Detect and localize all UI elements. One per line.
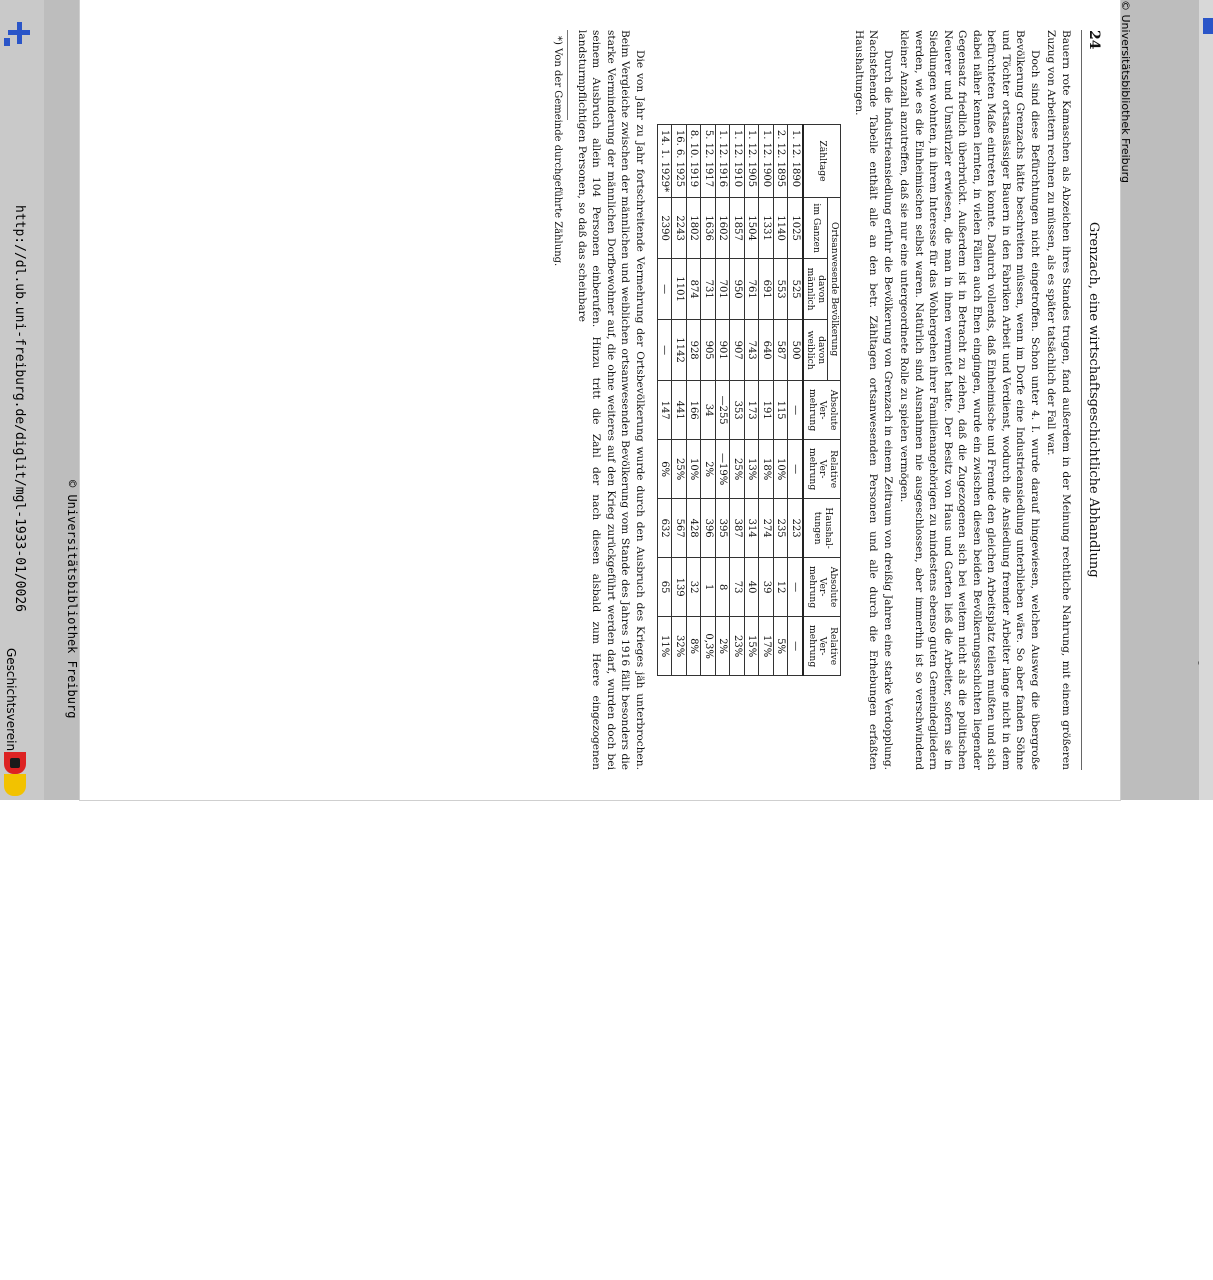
cell: 1025 — [788, 198, 803, 259]
header-rel-vermehrung: Relative Ver-mehrung — [803, 440, 841, 499]
cell: 1331 — [759, 198, 774, 259]
paragraph-after-table: Die von Jahr zu Jahr fortschreitende Vermehrung der Ortsbevölkerung wurde durch den Ausbruch des Krieges jäh unterbrochen. Beim Vergleiche zwischen der männlichen und weiblichen ortsanwesenden Bevölkerung vom Stande des Jahres 1916 fällt besonders die starke Verminderung der männlichen Dorfbewohner auf, die ohne weiteres auf den Krieg zurückgeführt werden darf, wurden doch bei seinem Ausbruch allein 104 Personen einberufen. Hinzu tritt die Zahl der nach diesen alsbald zum Heere eingezogenen landsturmpflichtigen Personen, so daß das scheinbare — [575, 30, 646, 770]
cell: 701 — [715, 259, 730, 320]
cell: 428 — [686, 499, 701, 558]
footnote: *) Von der Gemeinde durchgeführte Zählung. — [552, 36, 564, 267]
header-rel-vermehrung-2: Relative Ver-mehrung — [803, 617, 841, 676]
cell: 1504 — [744, 198, 759, 259]
cell: 139 — [672, 558, 687, 617]
cell: 65 — [657, 558, 672, 617]
cell: 8 — [715, 558, 730, 617]
cell: 353 — [730, 381, 745, 440]
cell: 2% — [701, 440, 716, 499]
cell: 395 — [715, 499, 730, 558]
cell-date: 5. 12. 1917 — [701, 124, 716, 197]
header-zaehltage: Zähltage — [803, 124, 841, 197]
cell: 761 — [744, 259, 759, 320]
cell: — — [657, 259, 672, 320]
cell: 10% — [773, 440, 788, 499]
cell: 15% — [744, 617, 759, 676]
cell: 166 — [686, 381, 701, 440]
table-row — [759, 124, 774, 675]
header-abs-vermehrung: Absolute Ver-mehrung — [803, 381, 841, 440]
cell: — — [788, 440, 803, 499]
paragraph-1: Bauern rote Kamaschen als Abzeichen ihres Standes trugen, fand außerdem in der Meinung rechtliche Nahrung, mit einem größeren Zuzug von Arbeitern rechnen zu müssen, als es später tatsächlich der Fall war. — [1045, 30, 1072, 770]
table-row — [744, 124, 759, 675]
cell: 901 — [715, 320, 730, 381]
cell: 396 — [701, 499, 716, 558]
cell: 5% — [773, 617, 788, 676]
cell: 907 — [730, 320, 745, 381]
library-logo-icon-right — [1203, 18, 1213, 34]
cell: 632 — [657, 499, 672, 558]
header-im-ganzen: im Ganzen — [803, 198, 828, 259]
table-row — [715, 124, 730, 675]
cell: — — [788, 617, 803, 676]
cell: 587 — [773, 320, 788, 381]
cell: 1636 — [701, 198, 716, 259]
cell: 13% — [744, 440, 759, 499]
cell: 173 — [744, 381, 759, 440]
scanned-page — [80, 0, 1120, 800]
table-row — [773, 124, 788, 675]
table-row — [788, 124, 803, 675]
cell: 25% — [672, 440, 687, 499]
cell: 1140 — [773, 198, 788, 259]
cell: 441 — [672, 381, 687, 440]
cell: 731 — [701, 259, 716, 320]
cell: — — [657, 320, 672, 381]
cell: 1 — [701, 558, 716, 617]
cell: 2% — [715, 617, 730, 676]
cell: 950 — [730, 259, 745, 320]
cell-date: 14. 1. 1929* — [657, 124, 672, 197]
table-row — [701, 124, 716, 675]
cell: 1857 — [730, 198, 745, 259]
cell: 25% — [730, 440, 745, 499]
cell: 34 — [701, 381, 716, 440]
url-stamp: http://dl.ub.uni-freiburg.de/diglit/mgl-1933-01/0026 — [12, 205, 28, 612]
header-haushaltungen: Haushal-tungen — [803, 499, 841, 558]
cell: —19% — [715, 440, 730, 499]
paragraph-2: Doch sind diese Befürchtungen nicht eingetroffen. Schon unter 4. I. wurde darauf hingewiesen, welchen Ausweg die übergroße Bevölkerung Grenzachs hätte beschreiten müssen, wenn im Dorfe eine Industrieansiedlung unterblieben wäre. So aber fanden Söhne und Töchter ortsansässiger Bauern in den Fabriken Arbeit und Verdienst, wodurch die Ansiedlung fremder Arbeiter lange nicht in dem befürchteten Maße eintreten konnte. Dadurch vollends, daß Einheimische und Fremde den gleichen Arbeitsplatz teilen mußten und sich dabei näher kennen lernten, in vielen Fällen auch Ehen eingingen, wurde ein zwischen diesen beiden Bevölkerungsschichten liegender Gegensatz friedlich überbrückt. Außerdem ist in Betracht zu ziehen, daß die Zugezogenen sich bei weitem nicht als die politischen Neuerer und Umstürzler erwiesen, die man in ihnen vermutet hatte. Der Besitz von Haus und Garten ließ die Arbeiter, sofern sie in Siedlungen wohnten, in ihrem Interesse für das Wohlergehen ihrer Familienangehörigen zu mindestens ebenso guten Gemeindegliedern werden, wie es die Einheimischen selbst waren. Natürlich sind Ausnahmen nie ausgeschlossen, aber immerhin ist so verschwindend kleiner Anzahl anzutreffen, daß sie nur eine untergeordnete Rolle zu spielen vermögen. — [898, 30, 1041, 770]
cell: 1602 — [715, 198, 730, 259]
table-row — [657, 124, 672, 675]
cell: 223 — [788, 499, 803, 558]
cell-date: 1. 12. 1905 — [744, 124, 759, 197]
cell: 640 — [759, 320, 774, 381]
copyright-top-text: © Universitätsbibliothek Freiburg — [1119, 0, 1132, 183]
footnote-rule — [567, 30, 568, 120]
cell: 0,3% — [701, 617, 716, 676]
cell: 743 — [744, 320, 759, 381]
cell: —255 — [715, 381, 730, 440]
cell: 1142 — [672, 320, 687, 381]
page-header — [1081, 30, 1102, 770]
cell-date: 1. 12. 1916 — [715, 124, 730, 197]
cell: 2243 — [672, 198, 687, 259]
cell: 1802 — [686, 198, 701, 259]
header-group: Ortsanwesende Bevölkerung — [827, 198, 841, 381]
cell: 874 — [686, 259, 701, 320]
cell: 500 — [788, 320, 803, 381]
crest-icon — [4, 752, 26, 796]
copyright-stamp: © Universitätsbibliothek Freiburg — [65, 480, 79, 719]
cell: 32% — [672, 617, 687, 676]
cell: 40 — [744, 558, 759, 617]
right-sidebar — [1199, 0, 1213, 800]
header-abs-vermehrung-2: Absolute Ver-mehrung — [803, 558, 841, 617]
cell: 39 — [759, 558, 774, 617]
cell-date: 16. 6. 1925 — [672, 124, 687, 197]
cell: 147 — [657, 381, 672, 440]
cell: 691 — [759, 259, 774, 320]
cell-date: 1. 12. 1890 — [788, 124, 803, 197]
cell: 10% — [686, 440, 701, 499]
paragraph-3: Durch die Industrieansiedlung erfuhr die Bevölkerung von Grenzach in einem Zeitraum von dreißig Jahren eine starke Verdopplung. Nachstehende Tabelle enthält alle an den betr. Zähltagen ortsanwesenden Personen und alle durch die Erhebungen erfaßten Haushaltungen. — [853, 30, 894, 770]
table-row — [730, 124, 745, 675]
header-weiblich: davon weiblich — [803, 320, 828, 381]
cell: 567 — [672, 499, 687, 558]
cell: 11% — [657, 617, 672, 676]
cell: 2390 — [657, 198, 672, 259]
cell: 553 — [773, 259, 788, 320]
cell: 314 — [744, 499, 759, 558]
cell: 387 — [730, 499, 745, 558]
right-label: Geschichtsverein — [4, 648, 18, 752]
cell: 274 — [759, 499, 774, 558]
cell-date: 2. 12. 1895 — [773, 124, 788, 197]
cell: 18% — [759, 440, 774, 499]
cell: 115 — [773, 381, 788, 440]
population-table — [657, 124, 842, 676]
cell: 6% — [657, 440, 672, 499]
cell: — — [788, 558, 803, 617]
header-maennlich: davon männlich — [803, 259, 828, 320]
cell: 905 — [701, 320, 716, 381]
cell-date: 8. 10. 1919 — [686, 124, 701, 197]
cell: 23% — [730, 617, 745, 676]
cell: 928 — [686, 320, 701, 381]
cell: 73 — [730, 558, 745, 617]
page-number: 24 — [1086, 30, 1102, 50]
cell: 32 — [686, 558, 701, 617]
table-row — [672, 124, 687, 675]
cell: 12 — [773, 558, 788, 617]
cell-date: 1. 12. 1900 — [759, 124, 774, 197]
table-row — [686, 124, 701, 675]
cell: 8% — [686, 617, 701, 676]
running-title: Grenzach, eine wirtschaftsgeschichtliche Abhandlung — [1086, 221, 1101, 578]
cell: 1101 — [672, 259, 687, 320]
cell: 191 — [759, 381, 774, 440]
cell: 235 — [773, 499, 788, 558]
cell: 525 — [788, 259, 803, 320]
cell-date: 1. 12. 1910 — [730, 124, 745, 197]
cell: — — [788, 381, 803, 440]
cell: 17% — [759, 617, 774, 676]
